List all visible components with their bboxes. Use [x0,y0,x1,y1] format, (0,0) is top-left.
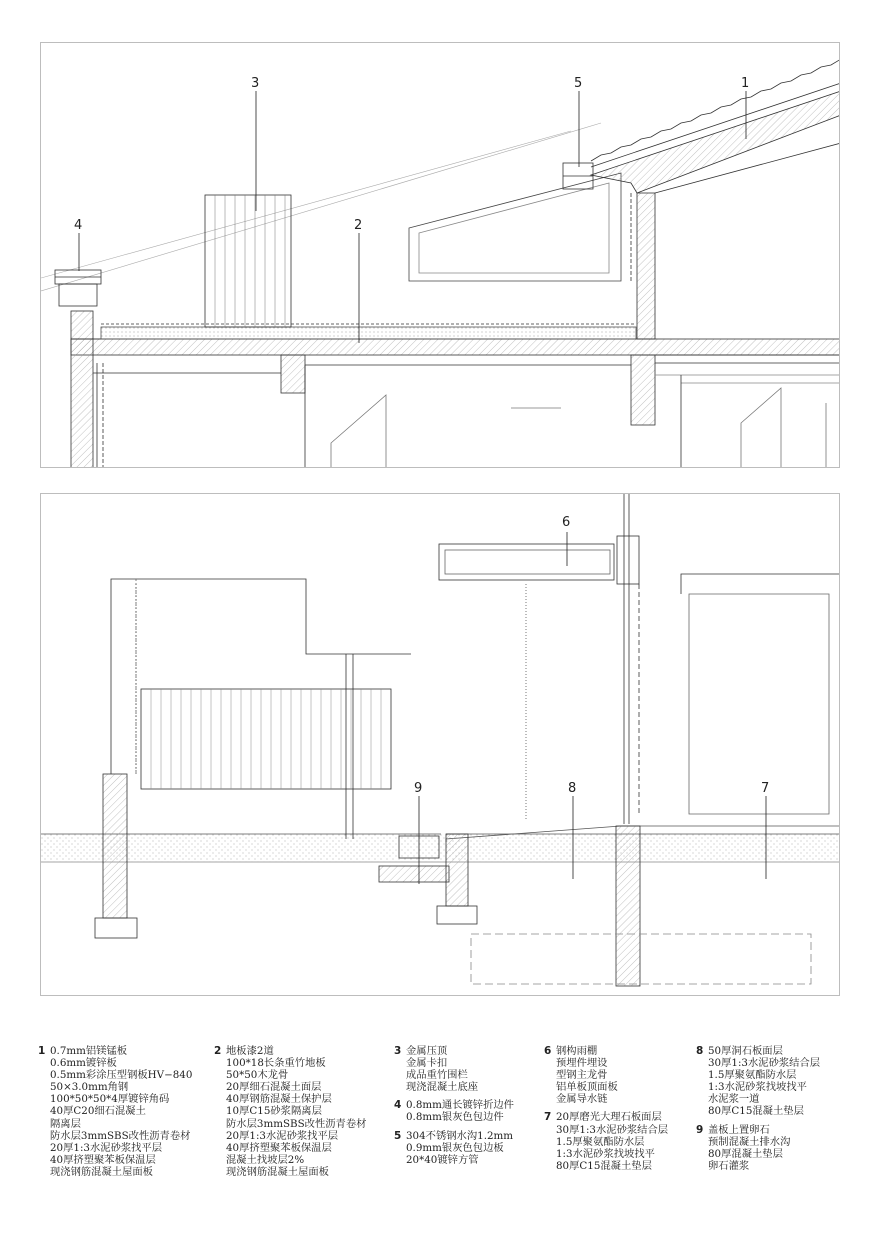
legend-entry-7 [544,1111,668,1171]
legend-entry-5 [394,1130,514,1166]
callout-6: 6 [562,515,571,530]
legend-entry-2 [214,1045,366,1178]
legend-line: 铝单板顶面板 [556,1081,618,1094]
legend-line: 0.9mm银灰色包边板 [406,1141,504,1154]
legend-line: 30厚1:3水泥砂浆结合层 [708,1057,821,1070]
legend-lines [406,1099,514,1123]
legend-line: 防水层3mmSBS改性沥青卷材 [50,1129,191,1142]
legend-line: 钢构雨棚 [556,1045,598,1057]
legend-entry-4 [394,1099,514,1123]
legend-line: 20厚1:3水泥砂浆找平层 [50,1141,163,1154]
legend-number: 3 [394,1045,402,1057]
legend-entry-6 [544,1045,668,1105]
roof-section-drawing [40,42,840,468]
legend-number: 6 [544,1045,552,1057]
legend-line: 型钢主龙骨 [556,1069,608,1082]
legend-number: 2 [214,1045,222,1057]
legend-line: 50*50木龙骨 [226,1069,289,1082]
legend-line: 成品重竹围栏 [406,1069,468,1082]
roof-section-svg [41,43,840,468]
legend-line: 100*18长条重竹地板 [226,1057,326,1070]
callout-8: 8 [568,781,577,796]
legend-line: 地板漆2道 [226,1045,274,1057]
ground-section-drawing [40,493,840,996]
legend-entry-9 [696,1124,820,1172]
legend-line: 40厚C20细石混凝土 [50,1105,146,1118]
callout-1: 1 [741,76,750,91]
callout-5: 5 [574,76,583,91]
legend-line: 1:3水泥砂浆找坡找平 [708,1081,807,1094]
legend-column-4 [544,1045,668,1178]
legend-line: 20厚磨光大理石板面层 [556,1111,662,1124]
legend-line: 40厚挤塑聚苯板保温层 [226,1141,332,1154]
legend-lines [708,1124,790,1172]
legend-line: 0.7mm铝镁锰板 [50,1045,128,1057]
legend-column-2 [214,1045,366,1184]
legend-line: 80厚C15混凝土垫层 [708,1105,804,1118]
legend-line: 预制混凝土排水沟 [708,1135,791,1148]
legend-line: 20*40镀锌方管 [406,1153,479,1166]
legend-entry-1 [38,1045,192,1178]
material-legend [38,1045,858,1225]
legend-line: 30厚1:3水泥砂浆结合层 [556,1123,669,1136]
legend-line: 0.5mm彩涂压型钢板HV−840 [50,1069,193,1082]
callout-4: 4 [74,218,83,233]
legend-lines [708,1045,820,1118]
legend-entry-8 [696,1045,820,1118]
ground-section-svg [41,494,840,996]
callout-9: 9 [414,781,423,796]
legend-line: 20厚细石混凝土面层 [226,1081,322,1094]
legend-line: 40厚挤塑聚苯板保温层 [50,1153,156,1166]
legend-line: 金属导水链 [556,1093,608,1106]
legend-number: 5 [394,1129,402,1142]
legend-line: 盖板上置卵石 [708,1123,770,1136]
legend-column-3 [394,1045,514,1172]
legend-number: 7 [544,1111,552,1124]
legend-line: 水泥浆一道 [708,1093,760,1106]
legend-line: 现浇混凝土底座 [406,1081,479,1094]
legend-line: 隔离层 [50,1117,81,1130]
legend-number: 8 [696,1045,704,1057]
callout-7: 7 [761,781,770,796]
legend-line: 80厚混凝土垫层 [708,1147,783,1160]
callout-3: 3 [251,76,260,91]
legend-line: 20厚1:3水泥砂浆找平层 [226,1129,339,1142]
legend-line: 防水层3mmSBS改性沥青卷材 [226,1117,367,1130]
legend-line: 现浇钢筋混凝土屋面板 [226,1165,329,1178]
legend-line: 100*50*50*4厚镀锌角码 [50,1093,170,1106]
legend-column-1 [38,1045,192,1184]
legend-line: 卵石灌浆 [708,1159,750,1172]
legend-column-5 [696,1045,820,1178]
legend-line: 预埋件埋设 [556,1057,608,1070]
callout-2: 2 [354,218,363,233]
legend-lines [556,1045,618,1105]
legend-line: 40厚钢筋混凝土保护层 [226,1093,332,1106]
legend-lines [226,1045,366,1178]
legend-line: 1:3水泥砂浆找坡找平 [556,1147,655,1160]
legend-number: 4 [394,1099,402,1112]
legend-line: 10厚C15砂浆隔离层 [226,1105,322,1118]
legend-lines [406,1045,478,1093]
legend-line: 0.6mm镀锌板 [50,1057,117,1070]
legend-line: 80厚C15混凝土垫层 [556,1159,652,1172]
legend-lines [406,1130,513,1166]
legend-line: 金属压顶 [406,1045,448,1057]
legend-lines [50,1045,192,1178]
legend-line: 0.8mm银灰色包边件 [406,1111,504,1124]
legend-line: 50×3.0mm角钢 [50,1081,129,1094]
legend-line: 50厚洞石板面层 [708,1045,783,1057]
legend-number: 1 [38,1045,46,1057]
legend-line: 现浇钢筋混凝土屋面板 [50,1165,153,1178]
legend-line: 金属卡扣 [406,1057,448,1070]
legend-line: 混凝土找坡层2% [226,1153,305,1166]
legend-entry-3 [394,1045,514,1093]
legend-number: 9 [696,1123,704,1136]
legend-line: 0.8mm通长镀锌折边件 [406,1099,514,1112]
legend-line: 304不锈钢水沟1.2mm [406,1129,514,1142]
legend-line: 1.5厚聚氨酯防水层 [708,1069,797,1082]
legend-line: 1.5厚聚氨酯防水层 [556,1135,645,1148]
legend-lines [556,1111,668,1171]
